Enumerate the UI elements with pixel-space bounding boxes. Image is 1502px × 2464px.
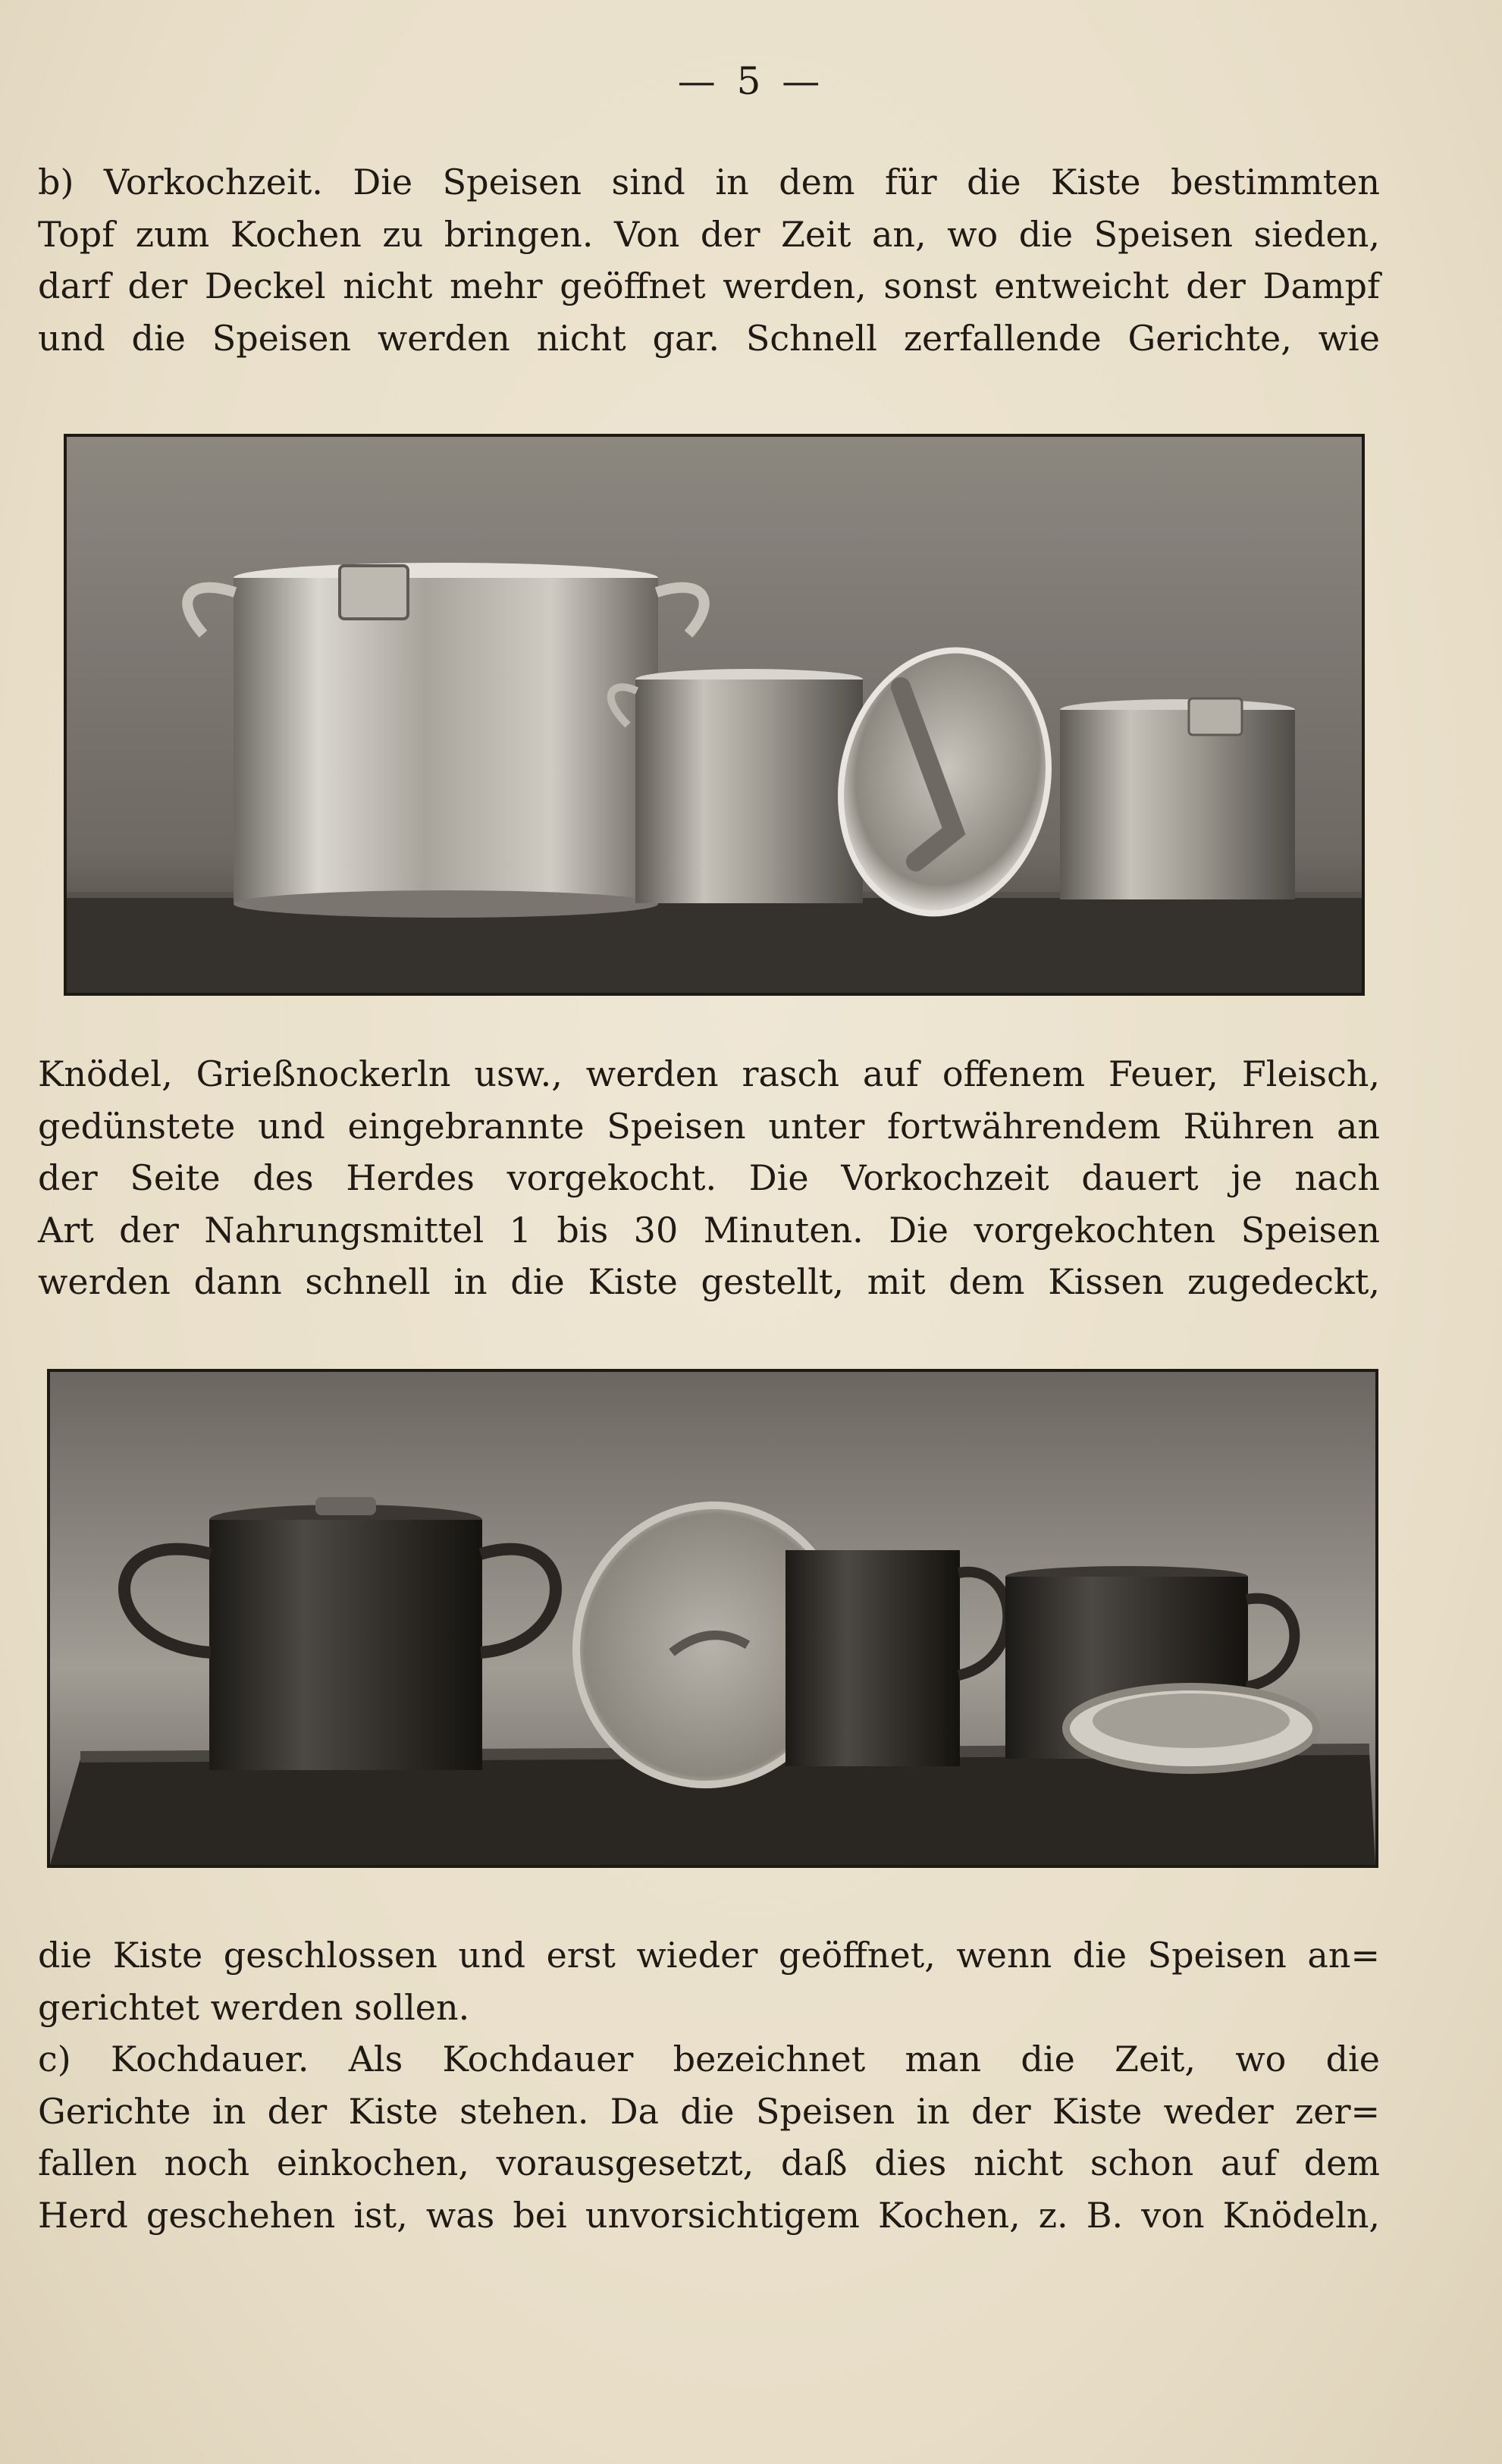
- text-line: gerichtet werden sollen.: [38, 1986, 470, 2028]
- paragraph-vorkochzeit-continued: [38, 1048, 1380, 1308]
- paragraph-kochdauer: [38, 2033, 1380, 2241]
- text-line: b) Vorkochzeit. Die Speisen sind in dem für die Kiste bestimmten: [38, 162, 1380, 202]
- text-line: Art der Nahrungsmittel 1 bis 30 Minuten. Die vorgekochten Speisen: [38, 1209, 1380, 1251]
- text-line: gedünstete und eingebrannte Speisen unter fortwährendem Rühren an: [38, 1105, 1380, 1147]
- text-line: c) Kochdauer. Als Kochdauer bezeichnet man die Zeit, wo die: [38, 2039, 1380, 2079]
- text-line: Knödel, Grießnockerln usw., werden rasch auf offenem Feuer, Fleisch,: [38, 1053, 1380, 1094]
- text-line: Topf zum Kochen zu bringen. Von der Zeit an, wo die Speisen sieden,: [38, 213, 1380, 255]
- text-line: werden dann schnell in die Kiste gestellt, mit dem Kissen zugedeckt,: [38, 1261, 1380, 1302]
- paragraph-vorkochzeit: [38, 156, 1380, 364]
- photo-enamel-pots: [47, 1369, 1378, 1868]
- text-line: fallen noch einkochen, vorausgesetzt, daß dies nicht schon auf dem: [38, 2142, 1380, 2183]
- photo-aluminium-pots-image: [67, 437, 1362, 993]
- text-line: der Seite des Herdes vorgekocht. Die Vorkochzeit dauert je nach: [38, 1157, 1380, 1198]
- photo-enamel-pots-image: [50, 1372, 1375, 1865]
- text-line: die Kiste geschlossen und erst wieder geöffnet, wenn die Speisen an=: [38, 1935, 1380, 1976]
- text-line: darf der Deckel nicht mehr geöffnet werden, sonst entweicht der Dampf: [38, 265, 1380, 306]
- page-number: — 5 —: [677, 59, 825, 103]
- photo-aluminium-pots: [64, 434, 1365, 996]
- paragraph-vorkochzeit-end: [38, 1929, 1380, 2033]
- text-line: und die Speisen werden nicht gar. Schnell zerfallende Gerichte, wie: [38, 317, 1380, 359]
- text-line: Herd geschehen ist, was bei unvorsichtigem Kochen, z. B. von Knödeln,: [38, 2194, 1380, 2236]
- text-line: Gerichte in der Kiste stehen. Da die Speisen in der Kiste weder zer=: [38, 2090, 1380, 2132]
